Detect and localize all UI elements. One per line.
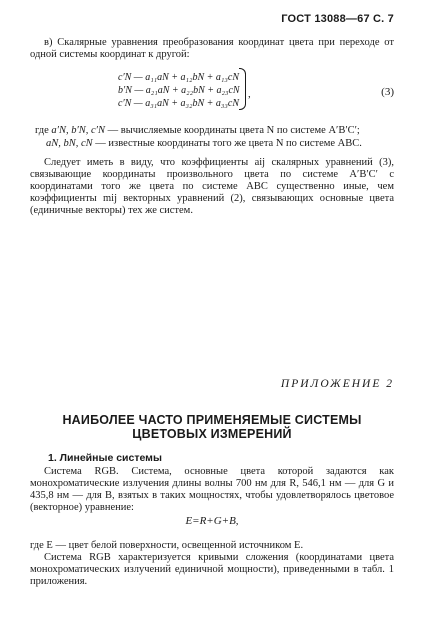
formula: E=R+G+B, [185, 515, 239, 527]
page-header: ГОСТ 13088—67 С. 7 [281, 13, 394, 25]
note-paragraph: Следует иметь в виду, что коэффициенты aij скалярных уравнений (3), связывающие координаты произвольного цвета по системе A′B′C′ с координатами того же цвета по системе ABC существенно иные, чем коэффициенты mij векторных уравнений (2), связывающих основные цвета (единичные векторы) тех же систем. [30, 157, 394, 216]
appendix-label: ПРИЛОЖЕНИЕ 2 [280, 378, 394, 390]
equation-comma: , [248, 88, 251, 100]
where-terms-2: aN, bN, cN [46, 138, 93, 149]
where-explanation [35, 124, 362, 150]
where-prefix: где [35, 125, 49, 136]
equation-line-2: b′N — a₂₁aN + a₂₂bN + a₂₃cN [118, 85, 240, 96]
equation-brace [239, 68, 246, 110]
where-row-1 [35, 124, 362, 137]
equation-system [118, 71, 258, 110]
where-terms-1: a′N, b′N, c′N [51, 125, 105, 136]
where-row-2 [35, 137, 362, 150]
rgb-paragraph: Система RGB. Система, основные цвета которой задаются как монохроматические излучения длины волны 700 нм для R, 546,1 нм — для G и 435,8 нм — для B, взятых в таких мощностях, чтобы удовлетворялось цветовое (векторное) уравнение: [30, 466, 394, 513]
where-desc-1: — вычисляемые координаты цвета N по системе A′B′C′; [107, 125, 360, 136]
equation-line-1: c′N — a₁₁aN + a₁₂bN + a₁₃cN [118, 72, 239, 83]
formula-where: где E — цвет белой поверхности, освещенной источником E. [30, 540, 304, 551]
subheading: 1. Линейные системы [48, 452, 162, 464]
equation-number: (3) [381, 86, 394, 98]
intro-paragraph: в) Скалярные уравнения преобразования координат цвета при переходе от одной системы координат к другой: [30, 37, 394, 60]
where-desc-2: — известные координаты того же цвета N по системе ABC. [95, 138, 362, 149]
section-title: НАИБОЛЕЕ ЧАСТО ПРИМЕНЯЕМЫЕ СИСТЕМЫ ЦВЕТОВЫХ ИЗМЕРЕНИЙ [62, 413, 362, 441]
rgb-curves-paragraph: Система RGB характеризуется кривыми сложения (координатами цвета монохроматических излучений единичной мощности), приведенными в табл. 1 приложения. [30, 552, 394, 587]
equation-line-3: c′N — a₃₁aN + a₃₂bN + a₃₃cN [118, 98, 239, 109]
